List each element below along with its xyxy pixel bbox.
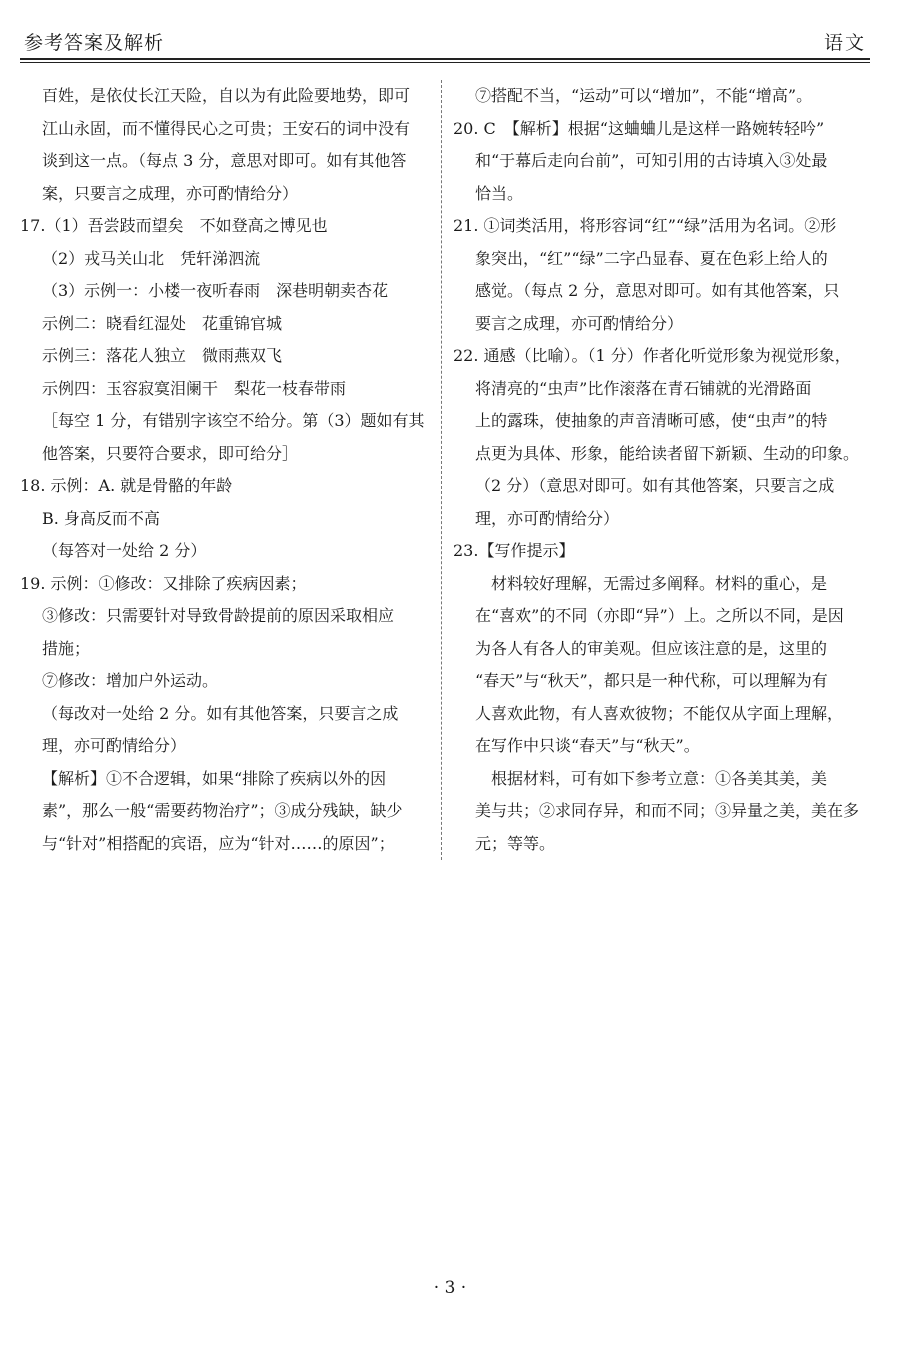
text-line: （每改对一处给 2 分。如有其他答案，只要言之成 — [42, 703, 399, 723]
text-line: 谈到这一点。（每点 3 分，意思对即可。如有其他答 — [42, 151, 407, 170]
text-line: 示例二：晓看红湿处 花重锦官城 — [42, 313, 283, 333]
text-line: 22. 通感（比喻）。（1 分）作者化听觉形象为视觉形象， — [453, 346, 851, 365]
text-line: 示例三：落花人独立 微雨燕双飞 — [42, 346, 283, 365]
text-line: 19. 示例：①修改：又排除了疾病因素； — [20, 573, 307, 593]
text-line: 20. C 【解析】根据“这蛐蛐儿是这样一路婉转轻吟” — [453, 118, 825, 138]
text-line: 理，亦可酌情给分） — [475, 508, 620, 528]
text-line: 元；等等。 — [475, 833, 556, 853]
text-line: ③修改：只需要针对导致骨龄提前的原因采取相应 — [42, 606, 395, 625]
text-line: 在写作中只谈“春天”与“秋天”。 — [475, 736, 700, 755]
text-line: 素”，那么一般“需要药物治疗”；③成分残缺，缺少 — [42, 801, 403, 820]
text-line: （2 分）（意思对即可。如有其他答案，只要言之成 — [475, 476, 835, 495]
text-line: ⑦搭配不当，“运动”可以“增加”，不能“增高”。 — [475, 86, 813, 105]
text-line: 根据材料，可有如下参考立意：①各美其美，美 — [491, 768, 828, 788]
text-line: 21. ①词类活用，将形容词“红”“绿”活用为名词。②形 — [453, 216, 837, 235]
text-line: 将清亮的“虫声”比作滚落在青石铺就的光滑路面 — [475, 378, 812, 398]
page-header — [20, 22, 870, 56]
text-line: 与“针对”相搭配的宾语，应为“针对……的原因”； — [42, 833, 395, 853]
text-line: 象突出，“红”“绿”二字凸显春、夏在色彩上给人的 — [475, 248, 828, 268]
header-subject: 语文 — [823, 32, 866, 54]
text-line: 感觉。（每点 2 分，意思对即可。如有其他答案，只 — [475, 281, 840, 300]
text-line: 23.【写作提示】 — [453, 541, 575, 560]
text-line: 【解析】①不合逻辑，如果“排除了疾病以外的因 — [42, 768, 387, 788]
left-column — [20, 80, 430, 860]
column-divider — [441, 80, 442, 860]
text-line: 他答案，只要符合要求，即可给分］ — [42, 443, 299, 463]
text-line: “春天”与“秋天”，都只是一种代称，可以理解为有 — [475, 671, 828, 690]
text-line: 和“于幕后走向台前”，可知引用的古诗填入③处最 — [475, 151, 828, 170]
text-line: 案，只要言之成理，亦可酌情给分） — [42, 183, 299, 203]
page-number: · 3 · — [433, 1278, 467, 1298]
text-line: 18. 示例：A. 就是骨骼的年龄 — [20, 476, 233, 495]
text-line: 为各人有各人的审美观。但应该注意的是，这里的 — [475, 638, 828, 658]
text-line: （2）戎马关山北 凭轩涕泗流 — [42, 248, 261, 268]
text-line: 人喜欢此物，有人喜欢彼物；不能仅从字面上理解， — [475, 703, 844, 723]
text-line: 理，亦可酌情给分） — [42, 736, 187, 755]
text-line: 措施； — [42, 638, 91, 658]
text-line: ［每空 1 分，有错别字该空不给分。第（3）题如有其 — [42, 411, 425, 430]
header-title: 参考答案及解析 — [24, 32, 165, 54]
text-line: 要言之成理，亦可酌情给分） — [475, 313, 684, 333]
text-line: 江山永固，而不懂得民心之可贵；王安石的词中没有 — [42, 118, 411, 138]
text-line: B. 身高反而不高 — [42, 508, 160, 528]
text-line: 恰当。 — [475, 183, 524, 203]
text-line: （3）示例一：小楼一夜听春雨 深巷明朝卖杏花 — [42, 281, 389, 300]
text-line: 示例四：玉容寂寞泪阑干 梨花一枝春带雨 — [42, 378, 347, 398]
text-line: 材料较好理解，无需过多阐释。材料的重心，是 — [491, 573, 828, 593]
text-line: 百姓，是依仗长江天险，自以为有此险要地势，即可 — [42, 86, 411, 105]
text-line: 点更为具体、形象，能给读者留下新颖、生动的印象。 — [475, 443, 860, 463]
text-line: ⑦修改：增加户外运动。 — [42, 671, 219, 690]
header-rule-thin — [20, 62, 870, 63]
header-rule-thick — [20, 58, 870, 60]
text-line: （每答对一处给 2 分） — [42, 541, 207, 560]
text-line: 美与共；②求同存异，和而不同；③异量之美，美在多 — [475, 801, 860, 820]
text-line: 17.（1）吾尝跂而望矣 不如登高之博见也 — [20, 216, 328, 235]
text-line: 在“喜欢”的不同（亦即“异”）上。之所以不同，是因 — [475, 606, 844, 625]
right-column — [453, 80, 871, 860]
text-line: 上的露珠，使抽象的声音清晰可感，使“虫声”的特 — [475, 411, 828, 430]
